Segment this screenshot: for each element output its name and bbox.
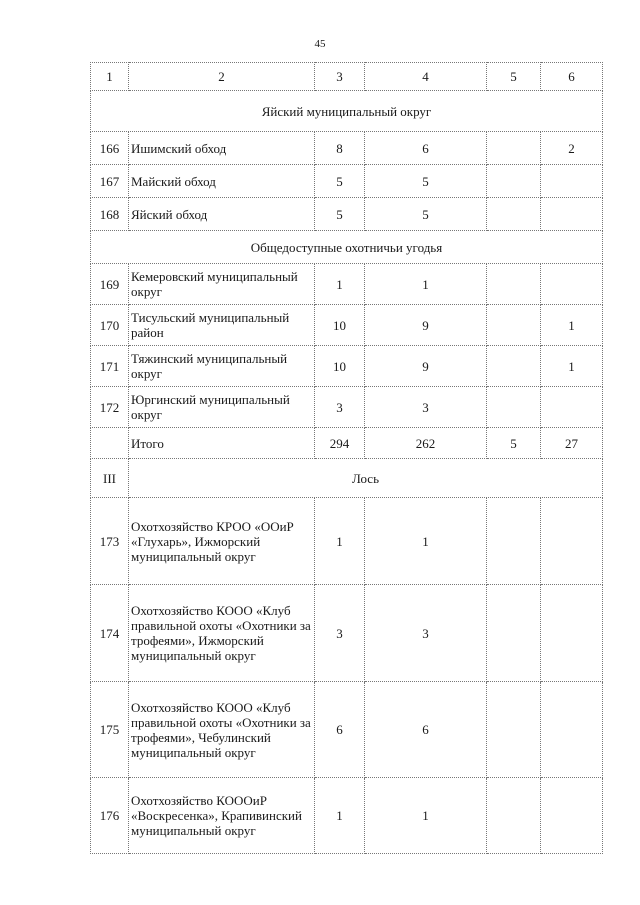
row-col-5: [487, 778, 541, 854]
row-col-5: [487, 387, 541, 428]
table-row: [91, 165, 603, 198]
table-row: [91, 585, 603, 682]
row-col-4: 3: [365, 387, 487, 428]
row-col-5: [487, 305, 541, 346]
row-col-5: [487, 165, 541, 198]
row-col-4: 5: [365, 165, 487, 198]
row-number: 175: [91, 682, 129, 778]
row-col-6: [541, 778, 603, 854]
row-col-4: 6: [365, 132, 487, 165]
table-row: [91, 132, 603, 165]
table-row: [91, 305, 603, 346]
row-number: 168: [91, 198, 129, 231]
table-row: [91, 778, 603, 854]
section-title: Яйский муниципальный округ: [91, 91, 603, 132]
header-col-3: 3: [315, 63, 365, 91]
row-name: Охотхозяйство КООО «Клуб правильной охоты «Охотники за трофеями», Ижморский муниципальный округ: [129, 585, 315, 682]
total-col-3: 294: [315, 428, 365, 459]
page-number: 45: [314, 38, 326, 50]
table-row: [91, 387, 603, 428]
total-label: Итого: [129, 428, 315, 459]
row-name: Кемеровский муниципальный округ: [129, 264, 315, 305]
row-col-6: [541, 682, 603, 778]
row-col-4: 9: [365, 305, 487, 346]
table-row: [91, 198, 603, 231]
row-col-4: 5: [365, 198, 487, 231]
row-col-5: [487, 346, 541, 387]
row-col-4: 9: [365, 346, 487, 387]
row-col-5: [487, 585, 541, 682]
row-col-3: 3: [315, 387, 365, 428]
row-name: Охотхозяйство КРОО «ООиР «Глухарь», Ижморский муниципальный округ: [129, 498, 315, 585]
header-col-1: 1: [91, 63, 129, 91]
row-col-4: 1: [365, 498, 487, 585]
section-title: Общедоступные охотничьи угодья: [91, 231, 603, 264]
row-col-6: 1: [541, 346, 603, 387]
row-number: 172: [91, 387, 129, 428]
row-col-6: [541, 198, 603, 231]
row-col-3: 6: [315, 682, 365, 778]
row-name: Охотхозяйство КООО «Клуб правильной охоты «Охотники за трофеями», Чебулинский муниципальный округ: [129, 682, 315, 778]
header-col-6: 6: [541, 63, 603, 91]
section-title: Лось: [129, 459, 603, 498]
row-col-6: 1: [541, 305, 603, 346]
row-col-4: 1: [365, 264, 487, 305]
header-col-5: 5: [487, 63, 541, 91]
section-row: [91, 91, 603, 132]
row-col-6: [541, 387, 603, 428]
row-number: 176: [91, 778, 129, 854]
row-name: Тисульский муниципальный район: [129, 305, 315, 346]
header-col-2: 2: [129, 63, 315, 91]
row-col-5: [487, 198, 541, 231]
total-row: [91, 428, 603, 459]
row-col-6: 2: [541, 132, 603, 165]
total-col-6: 27: [541, 428, 603, 459]
row-col-4: 1: [365, 778, 487, 854]
row-col-3: 5: [315, 165, 365, 198]
total-col-4: 262: [365, 428, 487, 459]
row-number: 169: [91, 264, 129, 305]
header-col-4: 4: [365, 63, 487, 91]
row-name: Юргинский муниципальный округ: [129, 387, 315, 428]
row-name: Охотхозяйство КОООиР «Воскресенка», Крапивинский муниципальный округ: [129, 778, 315, 854]
row-number: 171: [91, 346, 129, 387]
row-number: 174: [91, 585, 129, 682]
row-number: 173: [91, 498, 129, 585]
row-col-3: 5: [315, 198, 365, 231]
header-row: [91, 63, 603, 91]
row-col-3: 1: [315, 264, 365, 305]
row-number: 170: [91, 305, 129, 346]
table-row: [91, 498, 603, 585]
row-name: Майский обход: [129, 165, 315, 198]
row-col-4: 3: [365, 585, 487, 682]
row-col-3: 10: [315, 305, 365, 346]
row-col-4: 6: [365, 682, 487, 778]
row-name: Тяжинский муниципальный округ: [129, 346, 315, 387]
row-col-6: [541, 498, 603, 585]
section-row: [91, 231, 603, 264]
section-number: III: [91, 459, 129, 498]
row-col-3: 10: [315, 346, 365, 387]
row-col-6: [541, 165, 603, 198]
row-col-3: 3: [315, 585, 365, 682]
row-col-6: [541, 585, 603, 682]
row-col-5: [487, 264, 541, 305]
row-number: 167: [91, 165, 129, 198]
hunting-quota-table: [90, 62, 603, 854]
row-col-5: [487, 132, 541, 165]
row-col-5: [487, 498, 541, 585]
row-col-3: 1: [315, 778, 365, 854]
table-row: [91, 264, 603, 305]
total-number: [91, 428, 129, 459]
total-col-5: 5: [487, 428, 541, 459]
table-row: [91, 682, 603, 778]
row-name: Ишимский обход: [129, 132, 315, 165]
row-col-3: 1: [315, 498, 365, 585]
row-name: Яйский обход: [129, 198, 315, 231]
row-col-6: [541, 264, 603, 305]
row-col-3: 8: [315, 132, 365, 165]
table-row: [91, 346, 603, 387]
row-col-5: [487, 682, 541, 778]
row-number: 166: [91, 132, 129, 165]
section-row: [91, 459, 603, 498]
